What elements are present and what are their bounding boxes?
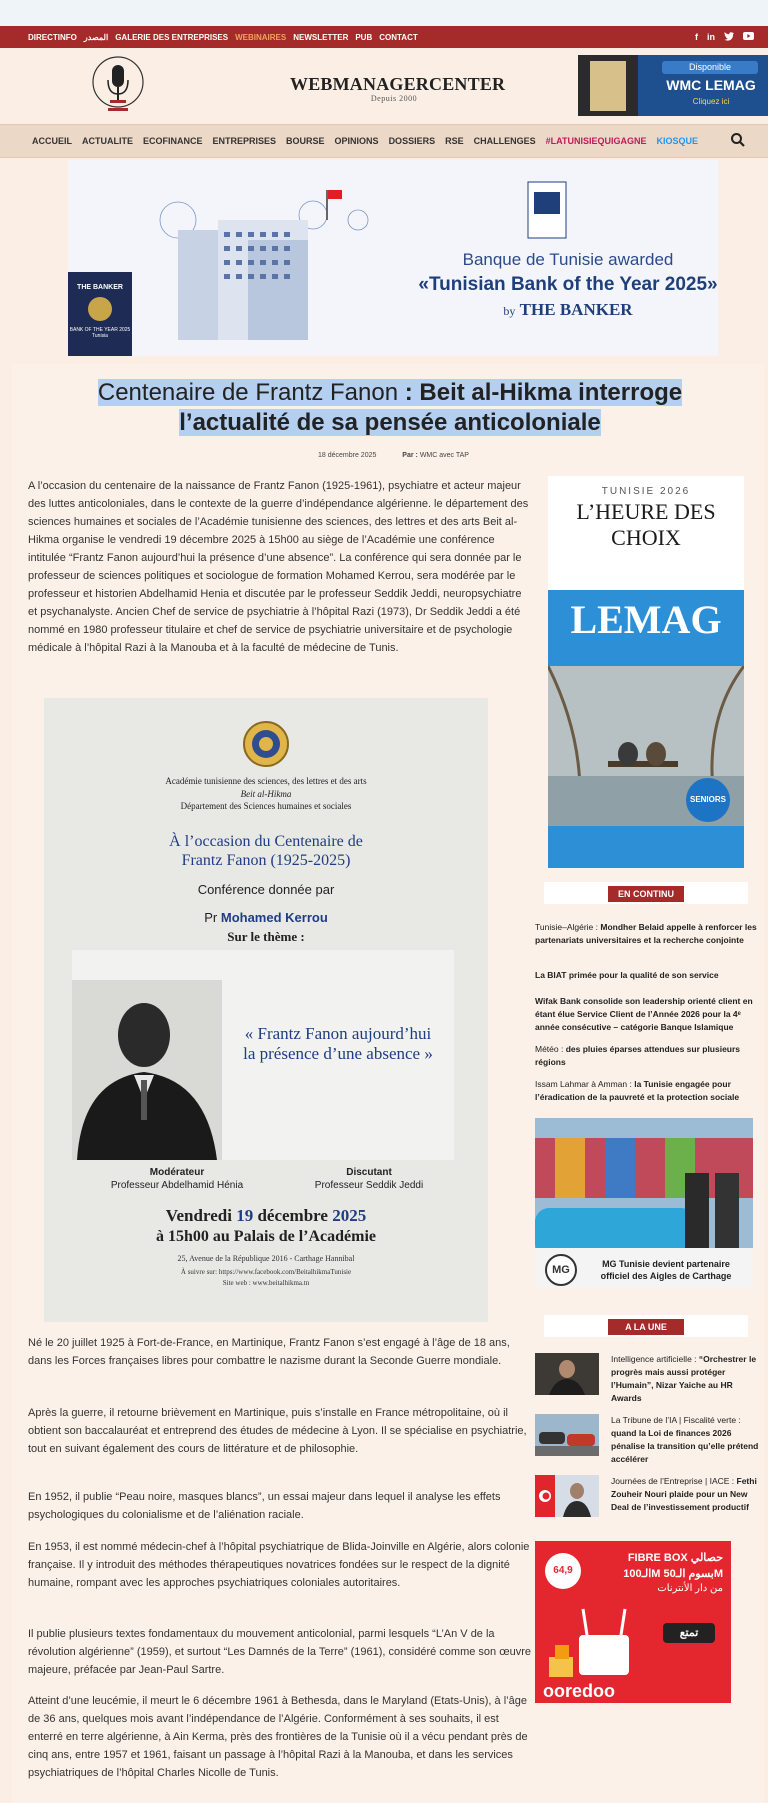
lemag-kicker: TUNISIE 2026 [601, 486, 691, 497]
a-la-une-item[interactable] [611, 1475, 759, 1514]
poster-quote-2: la présence d’une absence » [243, 1044, 433, 1063]
a-la-une-title[interactable]: quand la Loi de finances 2026 pénalise la transition qu’elle prétend accélérer [611, 1428, 759, 1464]
a-la-une-thumb[interactable] [535, 1414, 599, 1456]
poster-theme: Sur le thème : [227, 929, 305, 944]
poster-pr: Pr [204, 910, 218, 925]
lemag-headline-2: CHOIX [611, 525, 681, 550]
poster-moderator: Professeur Abdelhamid Hénia [110, 1180, 244, 1191]
nav-challenges[interactable]: CHALLENGES [473, 136, 536, 146]
en-continu-header [544, 882, 748, 904]
news-item[interactable] [535, 995, 757, 1034]
ooredoo-line-2: الـ100M بسوم الـ50M [623, 1568, 723, 1580]
poster-moderator-label: Modérateur [149, 1167, 205, 1178]
poster-speaker: Mohamed Kerrou [220, 910, 328, 925]
a-la-une-thumb[interactable] [535, 1353, 599, 1395]
news-item-title[interactable]: des pluies éparses attendues sur plusieurs régions [535, 1044, 741, 1067]
news-item-prefix: Tunisie–Algérie : [535, 922, 598, 932]
lemag-mag-title: LEMAG [570, 597, 722, 642]
lemag-headline-1: L’HEURE DES [576, 499, 716, 524]
facebook-icon[interactable]: f [695, 32, 698, 42]
top-link-galerie[interactable]: GALERIE DES ENTREPRISES [115, 32, 229, 42]
nav-opinions[interactable]: OPINIONS [334, 136, 379, 146]
a-la-une-header [544, 1315, 748, 1337]
top-link-pub[interactable]: PUB [355, 32, 373, 42]
a-la-une-prefix: Journées de l’Entreprise | IACE : [611, 1476, 735, 1486]
search-icon[interactable] [730, 132, 746, 148]
top-link-contact[interactable]: CONTACT [379, 32, 418, 42]
article-paragraph: Il publie plusieurs textes fondamentaux du mouvement anticolonial, parmi lesquels “L’An V de la révolution algérienne” (1959), et surtout “Les Damnés de la Terre” (1961), considéré comme son œuvre majeure, préfacée par Jean-Paul Sartre. [28, 1628, 531, 1676]
lemag-ad[interactable] [548, 476, 744, 868]
poster-occasion-2: Frantz Fanon (1925-2025) [181, 852, 351, 869]
award-country: Tunisia [92, 333, 108, 339]
news-item-title[interactable]: La BIAT primée pour la qualité de son service [535, 970, 719, 980]
news-item[interactable] [535, 1078, 757, 1104]
fanon-portrait [72, 980, 222, 1160]
banner-line-2: «Tunisian Bank of the Year 2025» [418, 274, 718, 295]
ooredoo-line-3: من دار الأنترنات [657, 1583, 723, 1594]
poster-quote-1: « Frantz Fanon aujourd’hui [244, 1024, 432, 1043]
a-la-une-title[interactable]: “Orchestrer le progrès mais aussi protéger l’Humain”, Nizar Yaiche au HR Awards [611, 1354, 757, 1403]
nav-dossiers[interactable]: DOSSIERS [388, 136, 436, 146]
a-la-une-thumb[interactable] [535, 1475, 599, 1517]
site-subtitle: Depuis 2000 [370, 94, 418, 103]
news-item-title[interactable]: Wifak Bank consolide son leadership orienté client en étant élue Service Client de l’Année 2026 pour la 4ᵉ année consécutive – catégorie Banque Islamique [535, 996, 753, 1032]
ooredoo-ad[interactable] [535, 1541, 731, 1703]
poster-dept: Département des Sciences humaines et sociales [180, 801, 352, 811]
news-item[interactable] [535, 969, 757, 982]
banner-banker: THE BANKER [519, 300, 633, 319]
mg-tunisie-ad[interactable] [535, 1118, 753, 1288]
main-nav [0, 124, 768, 158]
article-title [90, 378, 690, 438]
ooredoo-logo: ooredoo [543, 1681, 615, 1701]
nav-rse[interactable]: RSE [445, 136, 464, 146]
article-date: 18 décembre 2025 [318, 452, 377, 459]
a-la-une-prefix: La Tribune de l’IA | Fiscalité verte : [611, 1415, 741, 1425]
nav-actualite[interactable]: ACTUALITE [82, 136, 133, 146]
mg-ad-text: MG Tunisie devient partenaire officiel des Aigles de Carthage [600, 1259, 732, 1281]
award-sub: BANK OF THE YEAR 2025 [69, 327, 131, 333]
article-paragraph: En 1952, il publie “Peau noire, masques blancs”, un essai majeur dans lequel il analyse les effets psychologiques du colonialisme et de l’aliénation raciale. [28, 1491, 501, 1521]
ooredoo-price-badge: 64,9 [545, 1553, 581, 1589]
radio-logo[interactable] [88, 52, 148, 118]
article-paragraph: Atteint d’une leucémie, il meurt le 6 décembre 1961 à Bethesda, dans le Maryland (Etats-Unis), à l’âge de 36 ans, quelques mois avant l’indépendance de l’Algérie. Conformément à ses souhaits, il est enterré en terre algérienne, à Ain Kerma, près des frontières de la Tunisie où il a vécu pendant près de cinq ans, entre 1957 et 1961, faisant un passage à l’hôpital Razi à la Manouba, et dans les services psychiatriques de l’hôpital Charles Nicolle de Tunis. [28, 1695, 528, 1779]
poster-academy: Académie tunisienne des sciences, des lettres et des arts [165, 776, 367, 786]
nav-accueil[interactable]: ACCUEIL [32, 136, 72, 146]
poster-follow: À suivre sur: https://www.facebook.com/BeitalhikmaTunisie [180, 1268, 352, 1276]
banner-by: by [503, 304, 516, 318]
author-label: Par : [402, 452, 418, 459]
article-intro: A l’occasion du centenaire de la naissance de Frantz Fanon (1925-1961), psychiatre et acteur majeur des luttes anticoloniales, dans le contexte de la guerre d’indépendance algérienne. le département des sciences humaines et sociales de l’Académie tunisienne des sciences, des lettres et des arts Beit al-Hikma organise le vendredi 19 décembre 2025 à 15h00 au siège de l’Académie une conférence intitulée “Frantz Fanon aujourd’hui la présence d’une absence”. La conférence qui sera donnée par le professeur de sciences politiques et sociologue de formation Mohamed Kerrou, sera modérée par le professeur et historien Abdelhamid Henia et discutée par le professeur Seddik Jeddi, neuropsychiatre et psychanalyste. Ancien Chef de service de psychiatrie à l’hôpital Razi (1973), Dr Seddik Jeddi a été nommé en 1980 professeur titulaire et chef de service de psychiatrie universitaire et de psychologie médicale à l’hôpital Razi à la Manouba et à la faculté de médecine de Tunis. [28, 480, 529, 654]
mg-logo-icon: MG [545, 1254, 577, 1286]
poster-date-pre: Vendredi [165, 1206, 232, 1225]
router-illustration [549, 1605, 649, 1681]
wmc-ad-badge: Disponible [662, 61, 758, 74]
news-item[interactable] [535, 921, 757, 947]
poster-beit: Beit al-Hikma [240, 789, 292, 799]
a-la-une-label: A LA UNE [608, 1319, 684, 1335]
site-title[interactable]: WEBMANAGERCENTER [290, 74, 506, 94]
wmc-lemag-ad[interactable] [578, 55, 768, 116]
poster-time: à 15h00 au Palais de l’Académie [156, 1228, 376, 1245]
poster-site: Site web : www.beitalhikma.tn [222, 1279, 310, 1287]
top-link-webinaires[interactable]: WEBINAIRES [235, 32, 287, 42]
a-la-une-prefix: Intelligence artificielle : [611, 1354, 697, 1364]
academy-emblem-icon [242, 720, 290, 768]
wmc-ad-title: WMC LEMAG [666, 77, 756, 93]
nav-entreprises[interactable]: ENTREPRISES [212, 136, 277, 146]
wmc-ad-cta: Cliquez ici [692, 97, 730, 106]
award-medal-icon [88, 297, 112, 321]
linkedin-icon[interactable]: in [707, 32, 715, 42]
en-continu-label: EN CONTINU [608, 886, 684, 902]
article-paragraph: Après la guerre, il retourne brièvement en Martinique, puis s’installe en France métropolitaine, où il obtient son baccalauréat et entreprend des études de médecine à Lyon. Il se spécialise en psychiatrie, tout en suivant également des cours de littérature et de philosophie. [28, 1407, 527, 1455]
poster-conf-by: Conférence donnée par [197, 882, 335, 897]
ooredoo-headline: FIBRE BOX حصالي [627, 1552, 723, 1564]
poster-photo-panel [72, 950, 454, 1160]
top-bar [0, 26, 768, 48]
top-link-essour[interactable]: المصدر [83, 32, 109, 42]
banque-tunisie-banner[interactable] [68, 160, 718, 356]
lemag-seniors-badge: SENIORS [686, 778, 730, 822]
poster-date-year: 2025 [332, 1206, 367, 1225]
news-item-prefix: Issam Lahmar à Amman : [535, 1079, 632, 1089]
article-paragraph: Né le 20 juillet 1925 à Fort-de-France, en Martinique, Frantz Fanon s’est engagé à l’âge de 18 ans, dans les Forces françaises libres pour combattre le nazisme durant la Seconde Guerre mondiale. [28, 1337, 510, 1367]
youtube-icon[interactable] [743, 32, 754, 42]
article-meta [318, 452, 469, 459]
article-title-part-1: Centenaire de Frantz Fanon [97, 379, 399, 406]
award-title: THE BANKER [77, 284, 123, 291]
news-item-title[interactable]: la Tunisie engagée pour l’éradication de la pauvreté et la protection sociale [535, 1079, 740, 1102]
conference-poster [44, 698, 488, 1322]
nav-bourse[interactable]: BOURSE [286, 136, 325, 146]
a-la-une-item[interactable] [611, 1414, 759, 1466]
a-la-une-item[interactable] [611, 1353, 759, 1405]
nav-ecofinance[interactable]: ECOFINANCE [143, 136, 203, 146]
banker-award-badge [68, 272, 132, 356]
news-item-prefix: Météo : [535, 1044, 564, 1054]
nav-latunisiequigagne[interactable]: #LATUNISIEQUIGAGNE [545, 136, 647, 146]
top-link-newsletter[interactable]: NEWSLETTER [293, 32, 349, 42]
news-item-title[interactable]: Mondher Belaid appelle à renforcer les partenariats universitaires et la recherche conjointe [535, 922, 757, 945]
article-paragraph: En 1953, il est nommé médecin-chef à l’hôpital psychiatrique de Blida-Joinville en Algérie, alors colonie française. Il y introduit des méthodes thérapeutiques novatrices fondées sur le respect de la dignité humaine, rompant avec les approches psychiatriques coloniales autoritaires. [28, 1541, 530, 1589]
article-title-part-2: : Beit al-Hikma interroge l’actualité de sa pensée anticoloniale [179, 379, 683, 436]
article-author[interactable]: WMC avec TAP [419, 452, 469, 459]
poster-address: 25, Avenue de la République 2016 - Carthage Hannibal [177, 1254, 355, 1263]
banner-line-1: Banque de Tunisie awarded [462, 250, 674, 269]
twitter-icon[interactable] [724, 32, 734, 43]
poster-discussant-label: Discutant [346, 1167, 392, 1178]
a-la-une-title[interactable]: Fethi Zouheir Nouri plaide pour un New Deal de l’investissement productif [611, 1476, 757, 1512]
nav-kiosque[interactable]: KIOSQUE [656, 136, 698, 146]
poster-discussant: Professeur Seddik Jeddi [314, 1180, 424, 1191]
poster-date-day: 19 [236, 1206, 254, 1225]
poster-date-mid: décembre [257, 1206, 328, 1225]
poster-occasion-1: À l’occasion du Centenaire de [169, 833, 363, 850]
top-link-directinfo[interactable]: DIRECTINFO [28, 32, 77, 42]
ooredoo-cta-button[interactable]: تمتع [663, 1623, 715, 1643]
news-item[interactable] [535, 1043, 757, 1069]
top-strip [0, 0, 768, 26]
